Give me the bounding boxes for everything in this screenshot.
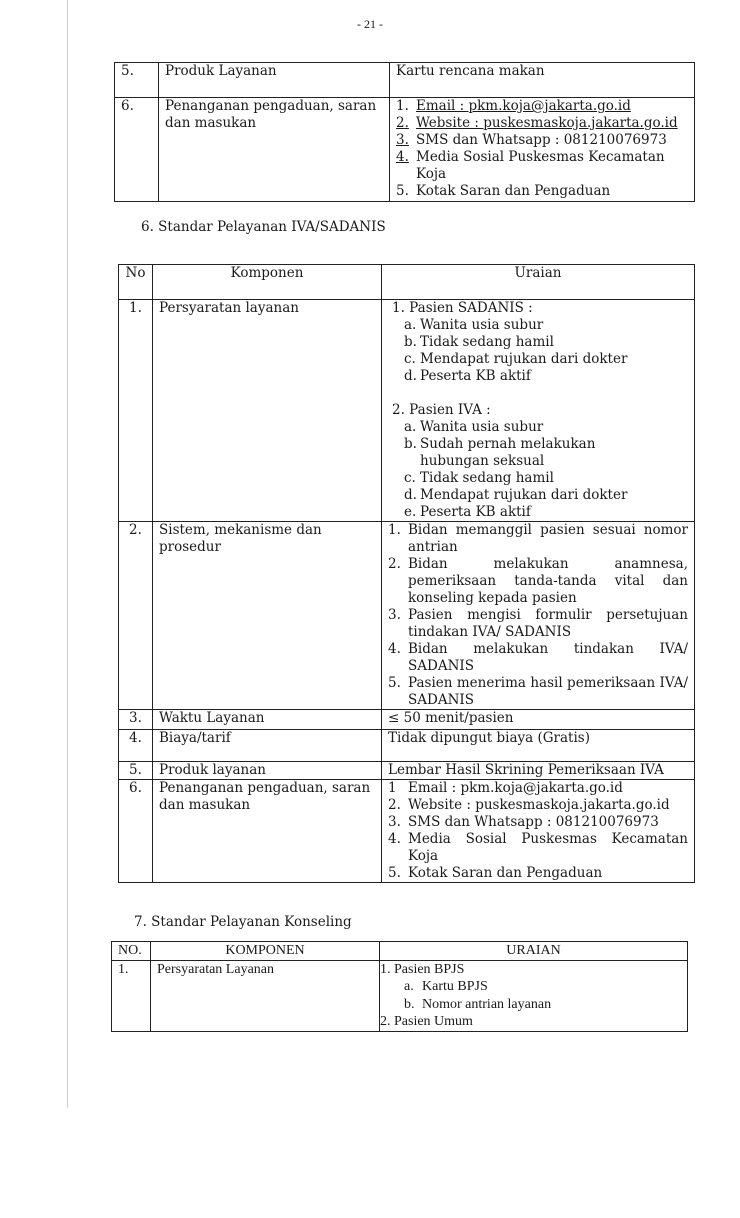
table-row — [112, 960, 688, 1031]
complaint-channel-list — [388, 780, 688, 882]
list-item: 5. Pasien menerima hasil pemeriksaan IVA/ SADANIS — [388, 675, 688, 708]
row-komponen: Sistem, mekanisme dan prosedur — [153, 522, 382, 710]
requirement-group-title: 1. Pasien BPJS — [380, 961, 465, 977]
list-item: a. Wanita usia subur — [404, 317, 544, 333]
row-number: 3. — [119, 710, 153, 730]
list-item: d. Mendapat rujukan dari dokter — [404, 487, 628, 503]
page-number: - 21 - — [357, 17, 383, 31]
requirement-group-title: 2. Pasien IVA : — [392, 402, 491, 418]
row-uraian — [382, 522, 695, 710]
table-row — [115, 63, 695, 98]
table-header-row — [119, 265, 695, 300]
list-item: c. Tidak sedang hamil — [404, 470, 554, 486]
requirement-group-title: 1. Pasien SADANIS : — [392, 300, 533, 316]
list-item: 3. Pasien mengisi formulir persetujuan tindakan IVA/ SADANIS — [388, 607, 688, 640]
row-number: 5. — [119, 762, 153, 780]
list-item: 3. SMS dan Whatsapp : 081210076973 — [396, 132, 667, 148]
row-komponen: Waktu Layanan — [153, 710, 382, 730]
list-item: b. Sudah pernah melakukan hubungan seksual — [404, 436, 596, 469]
row-number: 6. — [119, 780, 153, 883]
requirement-list — [380, 978, 681, 1013]
row-uraian: Tidak dipungut biaya (Gratis) — [382, 730, 695, 762]
konseling-table — [111, 941, 688, 1032]
column-header-uraian: URAIAN — [380, 942, 688, 961]
list-item: b. Nomor antrian layanan — [404, 996, 552, 1012]
table-row — [119, 730, 695, 762]
table-row — [119, 780, 695, 883]
list-item: 1 Email : pkm.koja@jakarta.go.id — [388, 780, 623, 796]
list-item: 2. Bidan melakukan anamnesa, pemeriksaan tanda-tanda vital dan konseling kepada pasien — [388, 556, 688, 606]
row-uraian — [382, 780, 695, 883]
row-uraian — [382, 300, 695, 522]
list-item: e. Peserta KB aktif — [404, 504, 531, 520]
list-item: 3. SMS dan Whatsapp : 081210076973 — [388, 814, 659, 830]
table-row — [119, 300, 695, 522]
column-header-no: No — [119, 265, 153, 300]
requirement-list — [392, 419, 688, 521]
row-uraian — [390, 98, 695, 202]
list-item: d. Peserta KB aktif — [404, 368, 531, 384]
row-number: 4. — [119, 730, 153, 762]
list-item: 4. Media Sosial Puskesmas Kecamatan Koja — [388, 831, 688, 864]
row-number: 1. — [112, 960, 151, 1031]
list-item: 5. Kotak Saran dan Pengaduan — [388, 865, 603, 881]
list-item: c. Mendapat rujukan dari dokter — [404, 351, 628, 367]
row-number: 1. — [119, 300, 153, 522]
row-komponen: Produk layanan — [153, 762, 382, 780]
row-number: 5. — [115, 63, 159, 98]
row-komponen: Persyaratan Layanan — [151, 960, 380, 1031]
row-komponen: Persyaratan layanan — [153, 300, 382, 522]
table-row — [119, 762, 695, 780]
row-number: 2. — [119, 522, 153, 710]
table-row — [115, 98, 695, 202]
row-komponen: Produk Layanan — [159, 63, 390, 98]
list-item: a. Kartu BPJS — [404, 979, 488, 994]
list-item: 2. Website : puskesmaskoja.jakarta.go.id — [396, 115, 678, 131]
iva-sadanis-table — [118, 264, 695, 883]
column-header-komponen: KOMPONEN — [151, 942, 380, 961]
page-margin-line — [67, 0, 68, 1108]
row-komponen: Penanganan pengaduan, saran dan masukan — [153, 780, 382, 883]
list-item: 4. Bidan melakukan tindakan IVA/ SADANIS — [388, 641, 688, 674]
list-item: a. Wanita usia subur — [404, 419, 544, 435]
list-item: 5. Kotak Saran dan Pengaduan — [396, 183, 611, 199]
list-item: 4. Media Sosial Puskesmas Kecamatan Koja — [396, 149, 665, 182]
table-row — [119, 710, 695, 730]
row-uraian: Lembar Hasil Skrining Pemeriksaan IVA — [382, 762, 695, 780]
procedure-list — [388, 522, 688, 709]
list-item: 1. Email : pkm.koja@jakarta.go.id — [396, 98, 631, 114]
row-uraian: ≤ 50 menit/pasien — [382, 710, 695, 730]
column-header-no: NO. — [112, 942, 151, 961]
requirement-list — [392, 317, 688, 385]
row-komponen: Biaya/tarif — [153, 730, 382, 762]
section-7-title: 7. Standar Pelayanan Konseling — [134, 914, 352, 930]
section-6-title: 6. Standar Pelayanan IVA/SADANIS — [141, 219, 386, 235]
complaint-channel-list — [396, 98, 688, 200]
row-uraian — [380, 960, 688, 1031]
list-item: b. Tidak sedang hamil — [404, 334, 554, 350]
list-item: 2. Website : puskesmaskoja.jakarta.go.id — [388, 797, 670, 813]
column-header-uraian: Uraian — [382, 265, 695, 300]
row-komponen: Penanganan pengaduan, saran dan masukan — [159, 98, 390, 202]
row-number: 6. — [115, 98, 159, 202]
column-header-komponen: Komponen — [153, 265, 382, 300]
row-uraian: Kartu rencana makan — [390, 63, 695, 98]
table-row — [119, 522, 695, 710]
list-item: 1. Bidan memanggil pasien sesuai nomor antrian — [388, 522, 688, 555]
requirement-group-title: 2. Pasien Umum — [380, 1014, 473, 1029]
table-header-row — [112, 942, 688, 961]
continuation-table — [114, 62, 695, 202]
